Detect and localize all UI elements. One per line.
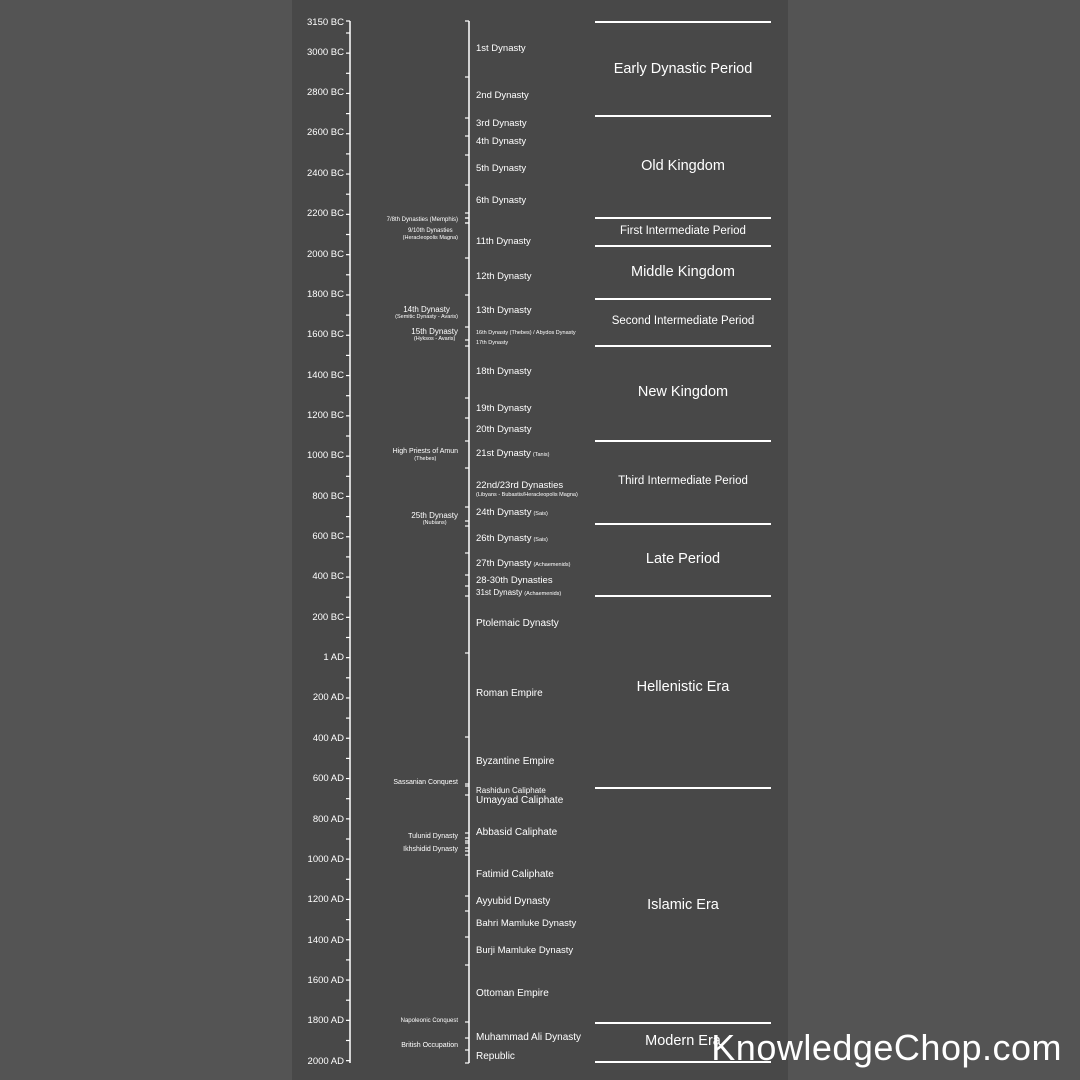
side-event-name: High Priests of Amun <box>392 448 458 455</box>
dynasty-label: 18th Dynasty <box>476 366 532 377</box>
side-event-name: 25th Dynasty <box>411 511 458 520</box>
side-event-name: 15th Dynasty <box>411 327 458 336</box>
dynasty-label: 28-30th Dynasties <box>476 575 553 586</box>
dynasty-label: 3rd Dynasty <box>476 118 527 129</box>
side-event-note: (Thebes) <box>414 456 437 462</box>
dynasty-name: 21st Dynasty <box>476 448 531 459</box>
dynasty-label: Umayyad Caliphate <box>476 795 564 806</box>
side-event <box>411 511 458 526</box>
period-label: Hellenistic Era <box>636 679 730 695</box>
side-event: 7/8th Dynasties (Memphis) <box>386 217 458 223</box>
year-label: 2200 BC <box>307 208 344 219</box>
side-event <box>393 448 458 462</box>
year-label: 800 AD <box>312 814 344 825</box>
dynasty-label: 4th Dynasty <box>476 136 527 147</box>
dynasty-label: Ptolemaic Dynasty <box>476 618 559 629</box>
year-label: 400 BC <box>312 571 344 582</box>
dynasty-label <box>476 448 549 461</box>
dynasty-label: Muhammad Ali Dynasty <box>476 1032 582 1043</box>
side-event <box>395 305 458 320</box>
dynasty-note: (Achaemenids) <box>533 562 571 568</box>
year-label: 2000 BC <box>307 249 344 260</box>
dynasty-label <box>476 480 578 499</box>
year-label: 600 BC <box>312 531 344 542</box>
year-label: 400 AD <box>312 733 344 744</box>
year-label: 2800 BC <box>307 87 344 98</box>
dynasty-label: Rashidun Caliphate <box>476 786 546 795</box>
dynasty-label <box>476 507 548 520</box>
dynasty-label: 20th Dynasty <box>476 424 532 435</box>
period-label: First Intermediate Period <box>620 225 746 237</box>
dynasty-label: Ottoman Empire <box>476 988 549 999</box>
year-label: 1400 AD <box>307 935 344 946</box>
dynasty-label: Byzantine Empire <box>476 756 555 767</box>
year-label: 200 BC <box>312 612 344 623</box>
side-event: British Occupation <box>401 1042 458 1049</box>
year-label: 2000 AD <box>307 1056 344 1067</box>
period-label: New Kingdom <box>637 384 729 400</box>
year-label: 200 AD <box>312 692 344 703</box>
side-event-note: (Semitic Dynasty - Avaris) <box>395 314 458 320</box>
dynasty-label: 19th Dynasty <box>476 403 532 414</box>
period-label: Modern Era <box>645 1033 721 1049</box>
side-event-note: (Heracleopolis Magna) <box>402 235 458 241</box>
year-label: 1800 AD <box>307 1015 344 1026</box>
period-label: Third Intermediate Period <box>618 475 748 487</box>
dynasty-label: 2nd Dynasty <box>476 90 529 101</box>
dynasty-label <box>476 587 561 600</box>
dynasty-note: (Sais) <box>533 537 548 543</box>
year-label: 1800 BC <box>307 289 344 300</box>
dynasty-label: 11th Dynasty <box>476 236 531 247</box>
dynasty-label: Roman Empire <box>476 688 543 699</box>
dynasty-label: Burji Mamluke Dynasty <box>476 945 574 956</box>
period-label: Islamic Era <box>647 897 719 913</box>
year-label: 1 AD <box>323 652 344 663</box>
year-label: 3150 BC <box>307 17 344 28</box>
side-event: Ikhshidid Dynasty <box>403 846 458 853</box>
dynasty-label <box>476 533 548 546</box>
dynasty-name: 31st Dynasty <box>476 588 523 597</box>
side-event-name: 14th Dynasty <box>403 305 450 314</box>
year-label: 2400 BC <box>307 168 344 179</box>
year-label: 1400 BC <box>307 370 344 381</box>
dynasty-label: Republic <box>476 1051 515 1062</box>
dynasty-label: 16th Dynasty (Thebes) / Abydos Dynasty <box>476 330 576 336</box>
dynasty-name: 27th Dynasty <box>476 558 532 569</box>
period-label: Old Kingdom <box>641 158 725 174</box>
side-event: Sassanian Conquest <box>393 779 458 786</box>
side-event-note: (Hyksos - Avaris) <box>413 336 456 342</box>
year-label: 1600 BC <box>307 329 344 340</box>
year-label: 1600 AD <box>307 975 344 986</box>
period-label: Middle Kingdom <box>631 264 735 280</box>
dynasty-label: 12th Dynasty <box>476 271 532 282</box>
year-label: 1200 AD <box>307 894 344 905</box>
side-event: Napoleonic Conquest <box>400 1018 458 1024</box>
dynasty-name: 24th Dynasty <box>476 507 532 518</box>
side-event-name: 9/10th Dynasties <box>407 228 453 234</box>
year-label: 3000 BC <box>307 47 344 58</box>
dynasty-label <box>476 558 570 571</box>
year-label: 2600 BC <box>307 127 344 138</box>
year-label: 1000 BC <box>307 450 344 461</box>
dynasty-label: 17th Dynasty <box>476 340 509 346</box>
year-label: 600 AD <box>312 773 344 784</box>
side-event <box>411 327 458 342</box>
period-label: Late Period <box>645 551 721 567</box>
dynasty-name: 22nd/23rd Dynasties <box>476 480 564 491</box>
dynasty-label: Bahri Mamluke Dynasty <box>476 918 577 929</box>
dynasty-note: (Libyans - Bubastis/Heracleopolis Magna) <box>476 492 578 498</box>
dynasty-label: Ayyubid Dynasty <box>476 896 551 907</box>
year-label: 800 BC <box>312 491 344 502</box>
dynasty-label: Fatimid Caliphate <box>476 869 554 880</box>
dynasty-note: (Tanis) <box>532 452 550 458</box>
watermark-text: KnowledgeChop.com <box>711 1027 1062 1068</box>
dynasty-note: (Sais) <box>533 511 548 517</box>
dynasty-name: 26th Dynasty <box>476 533 532 544</box>
period-label: Second Intermediate Period <box>611 315 755 327</box>
side-event <box>403 228 458 241</box>
dynasty-label: Abbasid Caliphate <box>476 827 558 838</box>
dynasty-label: 5th Dynasty <box>476 163 527 174</box>
period-label: Early Dynastic Period <box>613 61 753 77</box>
dynasty-label: 6th Dynasty <box>476 195 527 206</box>
dynasty-label: 13th Dynasty <box>476 305 532 316</box>
dynasty-note: (Achaemenids) <box>524 591 562 597</box>
side-event: Tulunid Dynasty <box>408 833 458 840</box>
year-label: 1000 AD <box>307 854 344 865</box>
year-label: 1200 BC <box>307 410 344 421</box>
dynasty-label: 1st Dynasty <box>476 43 526 54</box>
side-event-note: (Nubians) <box>422 520 447 526</box>
